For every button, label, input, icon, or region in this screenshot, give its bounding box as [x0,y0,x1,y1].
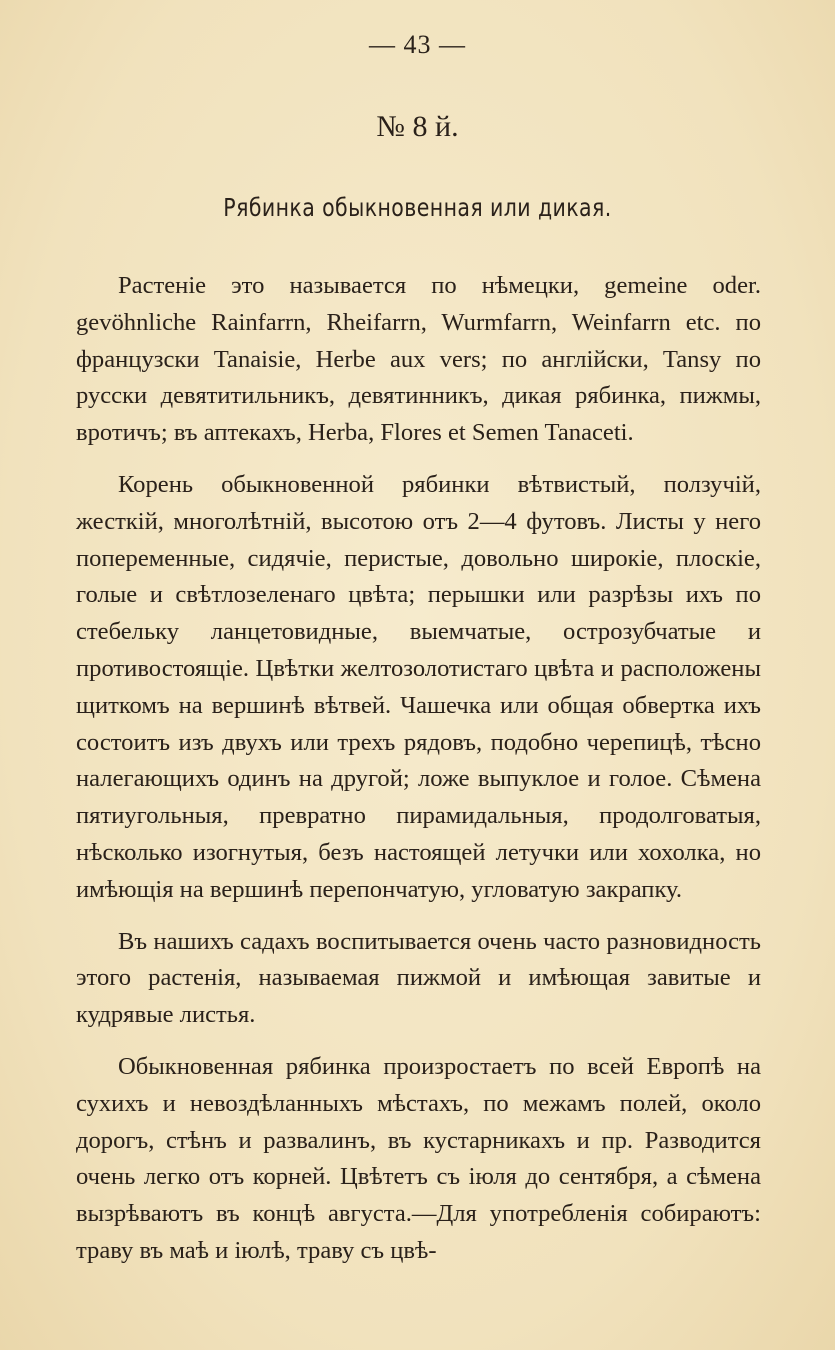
paragraph: Растенiе это называется по нѣмецки, gemeine oder. gevöhnliche Rainfarrn, Rheifarrn, Wurmfarrn, Weinfarrn etc. по французски Tanaisie, Herbe aux vers; по англiйски, Tansy по русски девятитильникъ, девятинникъ, дикая рябинка, пижмы, вротичъ; въ аптекахъ, Herba, Flores et Semen Tanaceti. [76,272,761,447]
paragraph: Корень обыкновенной рябинки вѣтвистый, ползучiй, жесткiй, многолѣтнiй, высотою отъ 2—4 футовъ. Листы у него попеременные, сидячiе, перистые, довольно широкiе, плоскiе, голые и свѣтлозеленаго цвѣта; перышки или разрѣзы ихъ по стебельку ланцетовидные, выемчатые, острозубчатые и противостоящiе. Цвѣтки желтозолотистаго цвѣта и расположены щиткомъ на вершинѣ вѣтвей. Чашечка или общая обвертка ихъ состоитъ изъ двухъ или трехъ рядовъ, подобно черепицѣ, тѣсно налегающихъ одинъ на другой; ложе выпуклое и голое. Сѣмена пятиугольныя, превратно пирамидальныя, продолговатыя, нѣсколько изогнутыя, безъ настоящей летучки или хохолка, но имѣющiя на вершинѣ перепончатую, угловатую закрапку. [76,470,761,903]
page-number: — 43 — [369,30,466,59]
paragraph: Обыкновенная рябинка произростаетъ по всей Европѣ на сухихъ и невоздѣланныхъ мѣстахъ, по межамъ полей, около дорогъ, стѣнъ и развалинъ, въ кустарникахъ и пр. Разводится очень легко отъ корней. Цвѣтетъ съ iюля до сентября, а сѣмена вызрѣваютъ въ концѣ августа.—Для употребленiя собираютъ: траву въ маѣ и iюлѣ, траву съ цвѣ- [76,1052,761,1264]
paragraph: Въ нашихъ садахъ воспитывается очень часто разновидность этого растенiя, называемая пижмой и имѣющая завитые и кудрявые листья. [76,927,761,1029]
article-title: Рябинка обыкновенная или дикая. [223,193,612,222]
article-number: № 8 й. [376,110,459,143]
body-text [76,268,761,1285]
